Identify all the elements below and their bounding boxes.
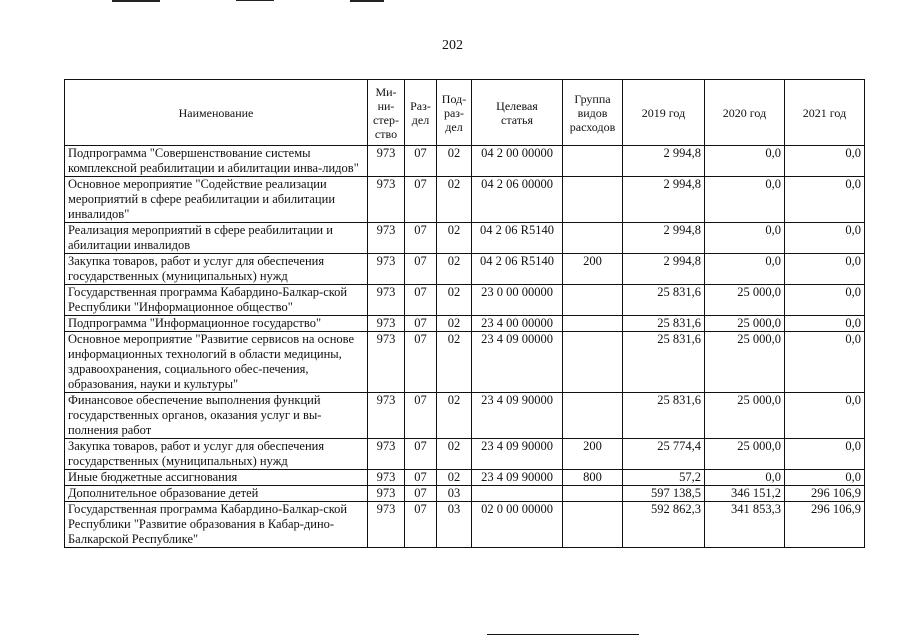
row-section: 07 xyxy=(405,223,437,254)
row-name: Подпрограмма "Совершенствование системы комплексной реабилитации и абилитации инва-лидов" xyxy=(65,146,368,177)
scan-artifact-mark xyxy=(236,0,274,1)
row-group: 200 xyxy=(563,254,623,285)
row-2021: 0,0 xyxy=(785,393,865,439)
row-ministry: 973 xyxy=(368,470,405,486)
row-ministry: 973 xyxy=(368,502,405,548)
row-ministry: 973 xyxy=(368,393,405,439)
row-name: Государственная программа Кабардино-Балкар-ской Республики "Развитие образования в Кабар-дино-Балкарской Республике" xyxy=(65,502,368,548)
table-row xyxy=(65,470,865,486)
row-ministry: 973 xyxy=(368,285,405,316)
row-subsection: 02 xyxy=(437,393,472,439)
table-row xyxy=(65,177,865,223)
row-2019: 25 831,6 xyxy=(623,332,705,393)
row-target: 23 0 00 00000 xyxy=(472,285,563,316)
table-header-row xyxy=(65,80,865,146)
row-section: 07 xyxy=(405,332,437,393)
row-2021: 0,0 xyxy=(785,285,865,316)
row-2019: 2 994,8 xyxy=(623,223,705,254)
row-2020: 0,0 xyxy=(705,177,785,223)
row-2020: 341 853,3 xyxy=(705,502,785,548)
header-2019: 2019 год xyxy=(623,80,705,146)
header-subsection: Под- раз- дел xyxy=(437,80,472,146)
row-target: 23 4 09 90000 xyxy=(472,439,563,470)
table-row xyxy=(65,439,865,470)
table-row xyxy=(65,223,865,254)
row-name: Подпрограмма "Информационное государство" xyxy=(65,316,368,332)
row-2020: 25 000,0 xyxy=(705,439,785,470)
header-target: Целевая статья xyxy=(472,80,563,146)
row-target: 23 4 09 90000 xyxy=(472,393,563,439)
table-body xyxy=(65,146,865,548)
row-name: Реализация мероприятий в сфере реабилитации и абилитации инвалидов xyxy=(65,223,368,254)
row-name: Основное мероприятие "Содействие реализации мероприятий в сфере реабилитации и абилитации инвалидов" xyxy=(65,177,368,223)
row-ministry: 973 xyxy=(368,439,405,470)
row-target: 02 0 00 00000 xyxy=(472,502,563,548)
row-2021: 0,0 xyxy=(785,470,865,486)
row-section: 07 xyxy=(405,393,437,439)
row-2019: 25 831,6 xyxy=(623,285,705,316)
row-2021: 0,0 xyxy=(785,223,865,254)
budget-table xyxy=(64,79,865,548)
row-group xyxy=(563,332,623,393)
row-2019: 2 994,8 xyxy=(623,146,705,177)
row-2021: 0,0 xyxy=(785,439,865,470)
row-target: 04 2 06 R5140 xyxy=(472,223,563,254)
header-group: Группа видов расходов xyxy=(563,80,623,146)
row-group xyxy=(563,177,623,223)
row-2019: 597 138,5 xyxy=(623,486,705,502)
row-name: Дополнительное образование детей xyxy=(65,486,368,502)
header-name: Наименование xyxy=(65,80,368,146)
row-2020: 25 000,0 xyxy=(705,316,785,332)
row-2021: 0,0 xyxy=(785,332,865,393)
table-row xyxy=(65,486,865,502)
row-2021: 0,0 xyxy=(785,254,865,285)
row-section: 07 xyxy=(405,177,437,223)
row-subsection: 02 xyxy=(437,223,472,254)
row-name: Закупка товаров, работ и услуг для обеспечения государственных (муниципальных) нужд xyxy=(65,439,368,470)
row-target: 04 2 00 00000 xyxy=(472,146,563,177)
row-group xyxy=(563,502,623,548)
row-group xyxy=(563,223,623,254)
row-2019: 2 994,8 xyxy=(623,254,705,285)
row-subsection: 02 xyxy=(437,316,472,332)
row-section: 07 xyxy=(405,146,437,177)
header-2020: 2020 год xyxy=(705,80,785,146)
row-target: 04 2 06 R5140 xyxy=(472,254,563,285)
row-ministry: 973 xyxy=(368,146,405,177)
table-row xyxy=(65,285,865,316)
table-row xyxy=(65,146,865,177)
row-section: 07 xyxy=(405,470,437,486)
row-ministry: 973 xyxy=(368,177,405,223)
row-2020: 25 000,0 xyxy=(705,393,785,439)
row-subsection: 02 xyxy=(437,146,472,177)
header-section: Раз- дел xyxy=(405,80,437,146)
table-row xyxy=(65,332,865,393)
row-group xyxy=(563,393,623,439)
row-ministry: 973 xyxy=(368,486,405,502)
table-row xyxy=(65,393,865,439)
row-2020: 0,0 xyxy=(705,146,785,177)
row-2021: 296 106,9 xyxy=(785,486,865,502)
row-section: 07 xyxy=(405,486,437,502)
scan-artifact-mark xyxy=(350,0,384,2)
row-section: 07 xyxy=(405,502,437,548)
row-name: Государственная программа Кабардино-Балкар-ской Республики "Информационное общество" xyxy=(65,285,368,316)
row-section: 07 xyxy=(405,316,437,332)
row-2019: 25 774,4 xyxy=(623,439,705,470)
row-subsection: 02 xyxy=(437,285,472,316)
row-ministry: 973 xyxy=(368,332,405,393)
header-2021: 2021 год xyxy=(785,80,865,146)
row-2020: 0,0 xyxy=(705,223,785,254)
row-name: Основное мероприятие "Развитие сервисов на основе информационных технологий в области медицины, здравоохранения, социального обес-печения, образования, науки и культуры" xyxy=(65,332,368,393)
table-row xyxy=(65,254,865,285)
row-group xyxy=(563,486,623,502)
row-2020: 346 151,2 xyxy=(705,486,785,502)
row-section: 07 xyxy=(405,254,437,285)
scan-artifact-mark xyxy=(112,0,160,2)
row-ministry: 973 xyxy=(368,316,405,332)
row-2019: 25 831,6 xyxy=(623,393,705,439)
table-row xyxy=(65,316,865,332)
row-group xyxy=(563,146,623,177)
row-2021: 0,0 xyxy=(785,146,865,177)
row-name: Иные бюджетные ассигнования xyxy=(65,470,368,486)
row-target: 04 2 06 00000 xyxy=(472,177,563,223)
row-section: 07 xyxy=(405,439,437,470)
row-group: 200 xyxy=(563,439,623,470)
row-2020: 25 000,0 xyxy=(705,285,785,316)
row-ministry: 973 xyxy=(368,223,405,254)
table-row xyxy=(65,502,865,548)
row-2020: 25 000,0 xyxy=(705,332,785,393)
row-2020: 0,0 xyxy=(705,470,785,486)
row-subsection: 03 xyxy=(437,486,472,502)
row-2019: 57,2 xyxy=(623,470,705,486)
page-number: 202 xyxy=(442,38,463,53)
row-target: 23 4 00 00000 xyxy=(472,316,563,332)
header-ministry: Ми- ни- стер- ство xyxy=(368,80,405,146)
row-subsection: 02 xyxy=(437,332,472,393)
row-subsection: 02 xyxy=(437,470,472,486)
row-name: Закупка товаров, работ и услуг для обеспечения государственных (муниципальных) нужд xyxy=(65,254,368,285)
row-subsection: 02 xyxy=(437,254,472,285)
row-name: Финансовое обеспечение выполнения функций государственных органов, оказания услуг и вы-полнения работ xyxy=(65,393,368,439)
row-2021: 0,0 xyxy=(785,316,865,332)
row-group xyxy=(563,285,623,316)
bottom-rule xyxy=(487,634,639,635)
row-2019: 2 994,8 xyxy=(623,177,705,223)
row-section: 07 xyxy=(405,285,437,316)
row-target: 23 4 09 90000 xyxy=(472,470,563,486)
row-group xyxy=(563,316,623,332)
row-target: 23 4 09 00000 xyxy=(472,332,563,393)
row-2021: 0,0 xyxy=(785,177,865,223)
row-subsection: 02 xyxy=(437,177,472,223)
row-2021: 296 106,9 xyxy=(785,502,865,548)
row-2019: 25 831,6 xyxy=(623,316,705,332)
row-subsection: 03 xyxy=(437,502,472,548)
row-ministry: 973 xyxy=(368,254,405,285)
row-subsection: 02 xyxy=(437,439,472,470)
row-group: 800 xyxy=(563,470,623,486)
row-target xyxy=(472,486,563,502)
row-2019: 592 862,3 xyxy=(623,502,705,548)
row-2020: 0,0 xyxy=(705,254,785,285)
